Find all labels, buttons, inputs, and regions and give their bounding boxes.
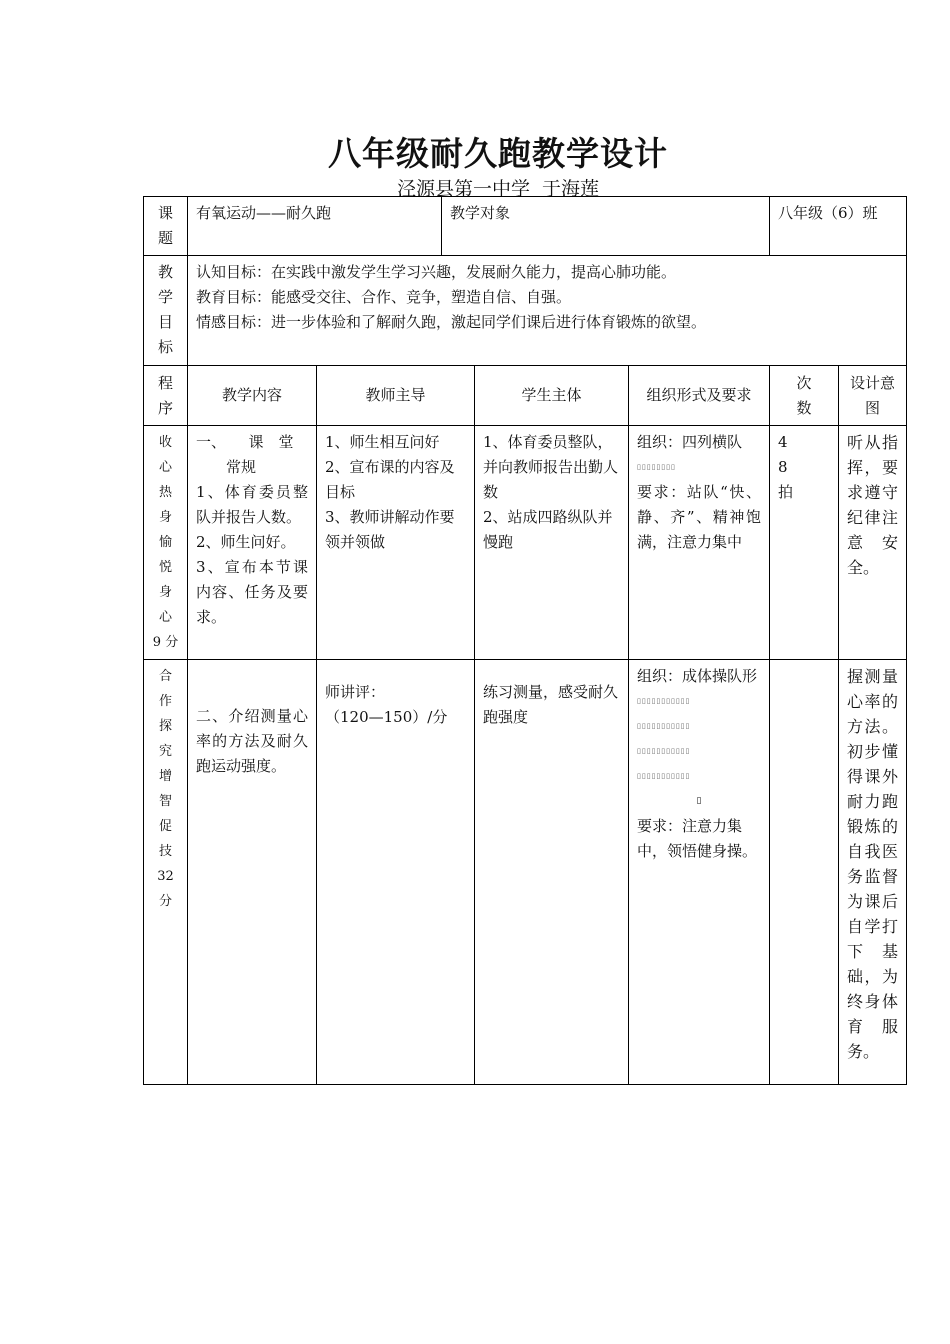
count-warmup: 4 8 拍 <box>770 426 839 660</box>
header-procedure: 程 序 <box>144 366 188 426</box>
formation-diagram-row-3: ▯▯▯▯▯▯▯▯▯▯▯ <box>637 747 691 755</box>
header-organization: 组织形式及要求 <box>629 366 770 426</box>
content-warmup: 一、 课 堂 常规 1、体育委员整队并报告人数。 2、师生问好。 3、宣布本节课内容、任务及要求。 <box>188 426 317 660</box>
stage-cooperation: 合 作 探 究 增 智 促 技 32 分 <box>144 660 188 1085</box>
topic-label: 课 题 <box>144 197 188 256</box>
header-count: 次 数 <box>770 366 839 426</box>
organization-warmup: 组织：四列横队 ▯▯▯▯▯▯▯▯ 要求：站队“快、静、齐”、精神饱满，注意力集中 <box>629 426 770 660</box>
formation-diagram-row-4: ▯▯▯▯▯▯▯▯▯▯▯ <box>637 772 691 780</box>
student-warmup: 1、体育委员整队，并向教师报告出勤人数 2、站成四路纵队并慢跑 <box>475 426 629 660</box>
header-content: 教学内容 <box>188 366 317 426</box>
organization-cooperation: 组织：成体操队形 ▯▯▯▯▯▯▯▯▯▯▯ ▯▯▯▯▯▯▯▯▯▯▯ ▯▯▯▯▯▯▯▯▯▯▯ ▯▯▯▯▯▯▯▯▯▯▯ ▯ 要求：注意力集中，领悟健身操。 <box>629 660 770 1085</box>
teacher-position-marker: ▯ <box>696 796 702 806</box>
document-subtitle: 泾源县第一中学 于海莲 <box>396 178 600 200</box>
goal-emotional: 情感目标：进一步体验和了解耐久跑，激起同学们课后进行体育锻炼的欲望。 <box>196 313 707 331</box>
topic-value: 有氧运动——耐久跑 <box>188 197 442 256</box>
student-cooperation: 练习测量，感受耐久跑强度 <box>475 660 629 1085</box>
header-teacher: 教师主导 <box>317 366 475 426</box>
count-cooperation <box>770 660 839 1085</box>
goal-cognitive: 认知目标：在实践中激发学生学习兴趣，发展耐久能力，提高心肺功能。 <box>196 263 677 281</box>
design-warmup: 听从指挥，要求遵守纪律注意 安全。 <box>839 426 907 660</box>
formation-diagram: ▯▯▯▯▯▯▯▯ <box>637 463 676 471</box>
header-student: 学生主体 <box>475 366 629 426</box>
content-cooperation: 二、介绍测量心率的方法及耐久跑运动强度。 <box>188 660 317 1085</box>
formation-diagram-row-1: ▯▯▯▯▯▯▯▯▯▯▯ <box>637 697 691 705</box>
goal-educational: 教育目标：能感受交往、合作、竞争，塑造自信、自强。 <box>196 288 572 306</box>
teacher-cooperation: 师讲评： （120—150）/分 <box>317 660 475 1085</box>
goals-list <box>188 256 907 366</box>
target-label: 教学对象 <box>442 197 770 256</box>
target-value: 八年级（6）班 <box>770 197 907 256</box>
design-cooperation: 握测量心率的方法。初步懂得课外耐力跑锻炼的自我医务监督为课后自学打下 基础，为终身体育 服务。 <box>839 660 907 1085</box>
teacher-warmup: 1、师生相互问好 2、宣布课的内容及目标 3、教师讲解动作要领并领做 <box>317 426 475 660</box>
formation-diagram-row-2: ▯▯▯▯▯▯▯▯▯▯▯ <box>637 722 691 730</box>
goals-label: 教 学 目 标 <box>144 256 188 366</box>
document-title: 八年级耐久跑教学设计 <box>328 134 668 173</box>
header-design: 设计意 图 <box>839 366 907 426</box>
stage-warmup: 收 心 热 身 愉 悦 身 心 9 分 <box>144 426 188 660</box>
lesson-plan-table <box>143 196 906 1085</box>
